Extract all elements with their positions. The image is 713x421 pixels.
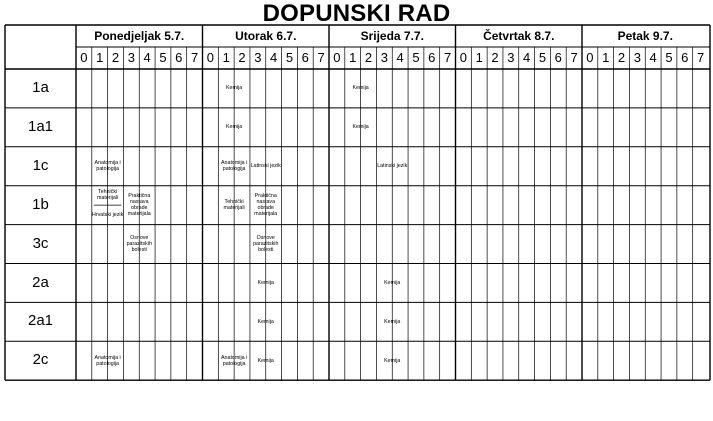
subject-entry: Kemija [226,85,243,92]
class-label: 1c [32,156,49,174]
subject-entry: Tehnički materijali [223,198,245,212]
class-label: 2a [32,273,49,291]
day-header: Ponedjeljak 5.7. [94,29,185,43]
hour-number: 0 [206,50,215,65]
subject-entry: Praktična nastava obrade materijala [127,192,151,218]
hour-number: 1 [222,50,230,65]
subject-entry: Anatomija i patologija [94,354,121,367]
class-label: 1a [32,79,49,96]
subject-entry: Tehnički materijali [97,189,119,202]
day-header: Četvrtak 8.7. [483,29,555,43]
subject-entry: Latinski jezik [250,163,281,170]
hour-number: 2 [491,50,499,65]
hour-number: 7 [696,50,705,65]
hour-number: 5 [159,50,167,65]
hour-number: 2 [617,50,626,65]
hour-number: 4 [649,50,657,65]
class-label: 2a1 [27,312,54,330]
subject-entry: Anatomija i patologija [221,160,248,173]
subject-entry: Praktična nastava obrade materijala [254,192,278,218]
subject-entry: Anatomija i patologija [94,160,121,173]
page-title: DOPUNSKI RAD [262,0,451,27]
class-label: 1a1 [27,117,54,135]
hour-number: 6 [175,50,183,65]
subject-entry: Kemija [257,357,274,364]
hour-number: 6 [301,50,309,65]
hour-number: 7 [190,50,199,65]
subject-entry: Kemija [384,279,401,286]
subject-entry: Kemija [226,124,243,131]
subject-entry: Osnove parazitskih bolesti [126,234,152,254]
hour-number: 0 [333,50,341,65]
hour-number: 4 [270,50,278,65]
hour-number: 6 [554,50,562,65]
day-header: Utorak 6.7. [235,29,297,43]
hour-number: 4 [143,50,151,65]
subject-entry: Latinski jezik [377,163,408,170]
hour-number: 1 [602,50,610,65]
hour-number: 5 [665,50,673,65]
hour-number: 0 [586,50,594,65]
hour-number: 1 [475,50,483,65]
hour-number: 3 [633,50,641,65]
hour-number: 2 [111,50,120,65]
day-header: Petak 9.7. [617,29,673,43]
hour-number: 0 [459,50,468,65]
hour-number: 4 [396,50,404,65]
subject-entry: Kemija [257,279,274,286]
hour-number: 2 [238,50,246,65]
hour-number: 5 [538,50,547,65]
hour-number: 3 [380,50,388,65]
hour-number: 7 [570,50,578,65]
hour-number: 3 [127,50,135,65]
hour-number: 0 [80,50,88,65]
subject-entry: Kemija [384,357,401,364]
subject-entry: Osnove parazitskih bolesti [253,234,279,254]
subject-entry: Kemija [352,124,369,131]
subject-entry: Kemija [257,318,274,325]
hour-number: 2 [364,50,373,65]
hour-number: 5 [285,50,294,65]
hour-number: 6 [428,50,436,65]
hour-number: 6 [681,50,689,65]
class-label: 1b [32,195,49,213]
subject-entry: Kemija [384,318,401,325]
subject-entry: Kemija [352,85,369,92]
day-header: Srijeda 7.7. [360,29,424,43]
hour-number: 1 [96,50,104,65]
class-label: 2c [32,351,49,369]
hour-number: 1 [349,50,357,65]
hour-number: 3 [507,50,515,65]
subject-entry: Anatomija i patologija [221,354,248,367]
hour-number: 5 [412,50,420,65]
class-label: 3c [32,234,49,252]
hour-number: 7 [443,50,452,65]
hour-number: 7 [317,50,325,65]
hour-number: 4 [523,50,531,65]
subject-entry: Hrvatski jezik [92,211,124,218]
hour-number: 3 [254,50,262,65]
